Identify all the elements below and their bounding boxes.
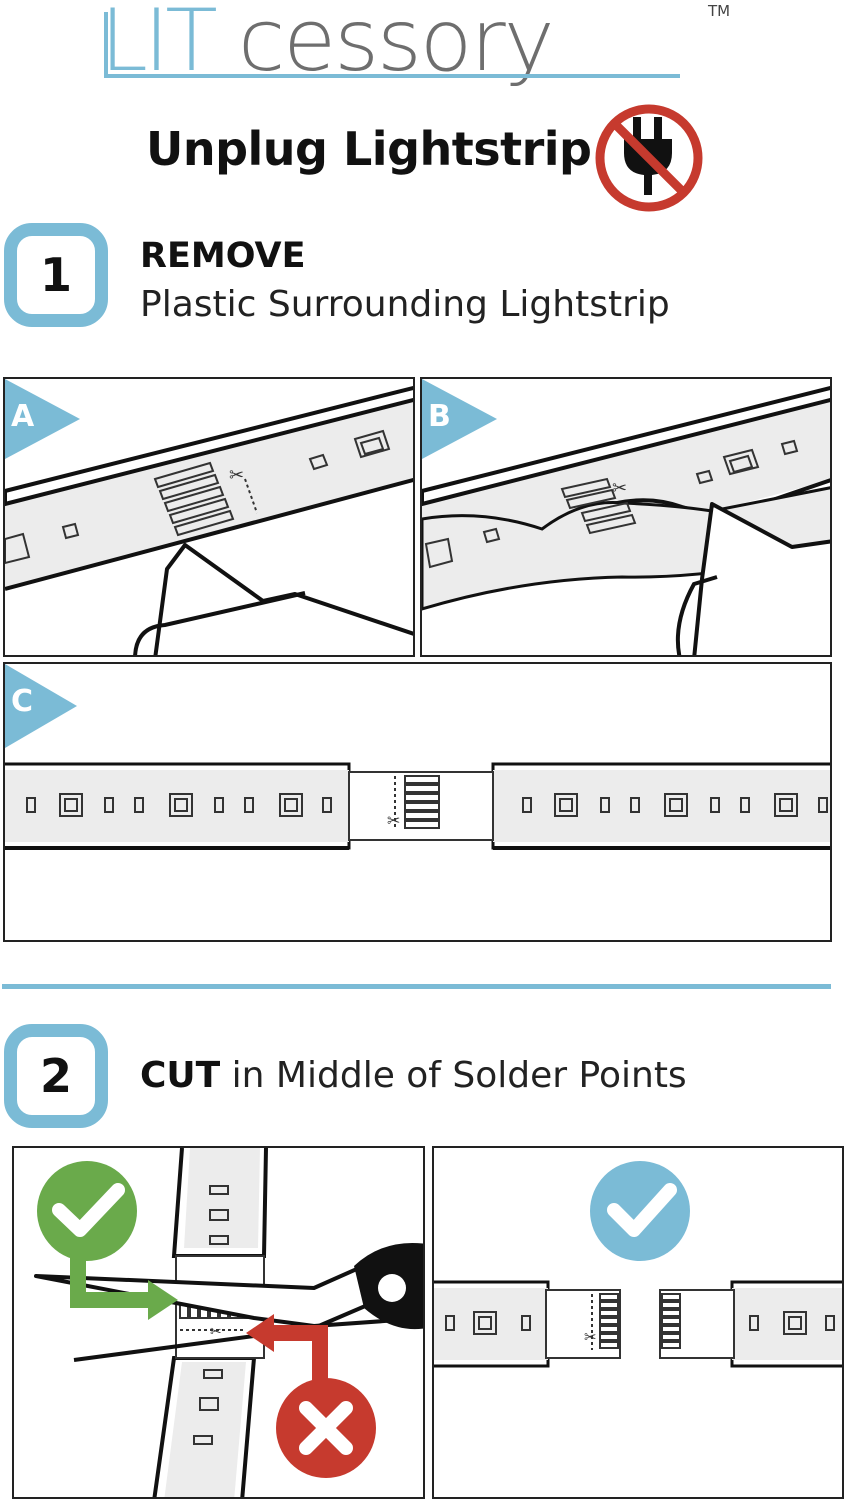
svg-text:✂: ✂ [210, 1324, 222, 1340]
step-title: REMOVE [140, 236, 306, 276]
step-number-badge: 2 [4, 1024, 108, 1128]
illustration-panel-b [420, 377, 832, 657]
panel-label-a: A [11, 399, 35, 434]
illustration-panel-a [3, 377, 415, 657]
page-title: Unplug Lightstrip [146, 122, 592, 176]
illustration-panel-c [3, 662, 832, 942]
svg-text:✂: ✂ [584, 1328, 597, 1346]
panel-label-c: C [11, 684, 34, 719]
svg-text:✂: ✂ [229, 465, 245, 486]
brand-logo [100, 0, 740, 90]
section-divider [2, 984, 831, 989]
no-plug-icon [594, 103, 704, 213]
illustration-panel-cut [12, 1146, 425, 1499]
step-subtitle: Plastic Surrounding Lightstrip [140, 284, 670, 325]
panel-label-b: B [428, 399, 451, 434]
svg-text:cessory: cessory [238, 0, 553, 90]
step-number-badge: 1 [4, 223, 108, 327]
step-title [140, 1055, 687, 1096]
svg-text:LIT: LIT [100, 0, 214, 90]
illustration-panel-result [432, 1146, 844, 1499]
svg-text:✂: ✂ [612, 478, 628, 499]
step-title-rest: in Middle of Solder Points [220, 1055, 687, 1096]
svg-text:✂: ✂ [387, 811, 401, 830]
svg-text:TM: TM [708, 2, 731, 20]
step-title-bold: CUT [140, 1055, 221, 1096]
